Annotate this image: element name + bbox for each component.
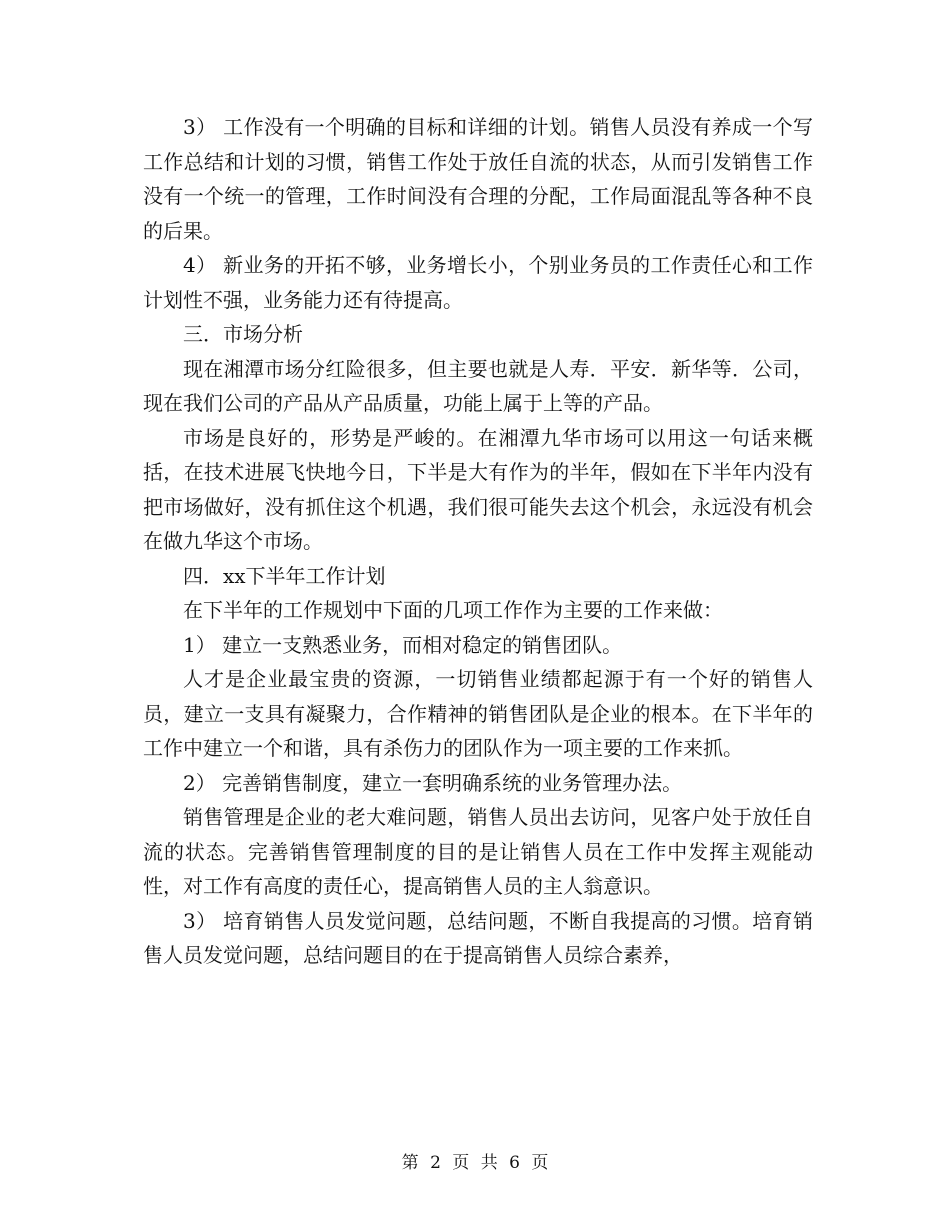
- page-number-footer: 第 2 页 共 6 页: [401, 1153, 549, 1173]
- paragraph-market-situation: 市场是良好的，形势是严峻的。在湘潭九华市场可以用这一句话来概括，在技术进展飞快地今日，下半是大有作为的半年，假如在下半年内没有把市场做好，没有抓住这个机遇，我们很可能失去这个机会，永远没有机会在做九华这个市场。: [143, 425, 813, 553]
- plan-item-2-body: 销售管理是企业的老大难问题，销售人员出去访问，见客户处于放任自流的状态。完善销售管理制度的目的是让销售人员在工作中发挥主观能动性，对工作有高度的责任心，提高销售人员的主人翁意识。: [143, 805, 813, 898]
- plan-item-1-heading: 1） 建立一支熟悉业务，而相对稳定的销售团队。: [183, 632, 623, 657]
- document-body: [143, 110, 813, 973]
- plan-item-3-heading: 3） 培育销售人员发觉问题，总结问题，不断自我提高的习惯。培育销售人员发觉问题，总结问题目的在于提高销售人员综合素养，: [143, 908, 813, 967]
- paragraph-point-4-business: 4） 新业务的开拓不够，业务增长小，个别业务员的工作责任心和工作计划性不强，业务能力还有待提高。: [143, 253, 813, 312]
- section-heading-market-analysis: 三．市场分析: [183, 322, 303, 346]
- plan-item-1-body: 人才是企业最宝贵的资源，一切销售业绩都起源于有一个好的销售人员，建立一支具有凝聚力，合作精神的销售团队是企业的根本。在下半年的工作中建立一个和谐，具有杀伤力的团队作为一项主要的工作来抓。: [143, 667, 813, 760]
- paragraph-market-overview: 现在湘潭市场分红险很多，但主要也就是人寿．平安．新华等．公司，现在我们公司的产品从产品质量，功能上属于上等的产品。: [143, 356, 813, 415]
- plan-item-2-heading: 2） 完善销售制度，建立一套明确系统的业务管理办法。: [183, 770, 683, 795]
- paragraph-plan-intro: 在下半年的工作规划中下面的几项工作作为主要的工作来做：: [183, 598, 723, 622]
- paragraph-point-3-plan: 3） 工作没有一个明确的目标和详细的计划。销售人员没有养成一个写工作总结和计划的习惯，销售工作处于放任自流的状态，从而引发销售工作没有一个统一的管理，工作时间没有合理的分配，工作局面混乱等各种不良的后果。: [143, 115, 813, 243]
- section-heading-work-plan: 四．xx下半年工作计划: [183, 563, 386, 588]
